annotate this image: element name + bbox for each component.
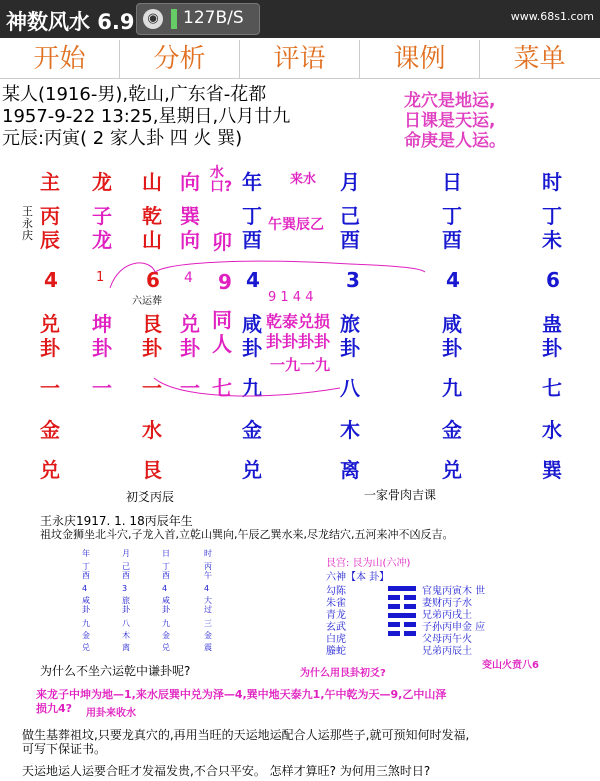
info-line-1: 某人(1916-男),乾山,广东省-花都 bbox=[2, 84, 267, 105]
gua-zhu: 兑卦 bbox=[40, 312, 60, 360]
num-yue: 3 bbox=[346, 268, 360, 292]
mini-h-nian: 年 bbox=[82, 549, 90, 558]
num-zhu: 4 bbox=[44, 268, 58, 292]
mini-r5-c3: 震 bbox=[204, 643, 212, 652]
slogan-3: 命庚是人运。 bbox=[404, 131, 506, 151]
num-long: 1 bbox=[96, 270, 105, 285]
menu-analyze-button[interactable]: 分析 bbox=[120, 40, 240, 78]
gz-shi: 丁未 bbox=[542, 204, 562, 252]
gz-laishui: 午巽辰乙 bbox=[268, 217, 324, 233]
speed-meter-icon: ◉ bbox=[143, 9, 163, 29]
header-zhu: 主 bbox=[40, 170, 60, 194]
header-ri: 日 bbox=[442, 170, 462, 194]
mini-r4-c3: 金 bbox=[204, 631, 212, 640]
gua-god-1: 朱雀 bbox=[326, 598, 346, 609]
mini-r0-c3: 丙午 bbox=[204, 562, 212, 580]
num-shan: 6 bbox=[146, 268, 160, 292]
num-shuikou: 9 bbox=[218, 270, 232, 294]
yi-jiu-label: 一九一九 bbox=[270, 356, 331, 374]
yun-zhu: 一 bbox=[40, 376, 60, 400]
info-line-3: 元辰:丙寅( 2 家人卦 四 火 巽) bbox=[2, 128, 243, 149]
gz-long: 子龙 bbox=[92, 204, 112, 252]
note-chuyao: 初爻丙辰 bbox=[126, 490, 175, 504]
mini-r1-c3: 4 bbox=[204, 584, 210, 593]
menu-examples-button[interactable]: 课例 bbox=[360, 40, 480, 78]
mini-r1-c1: 3 bbox=[122, 584, 128, 593]
gua-tongren: 同人 bbox=[212, 308, 232, 356]
gua-xiang: 兑卦 bbox=[180, 312, 200, 360]
wx-nian: 金 bbox=[242, 418, 262, 442]
gua2-shi: 巽 bbox=[542, 458, 562, 482]
mini-r3-c2: 九 bbox=[162, 619, 170, 628]
mini-r1-c2: 4 bbox=[162, 584, 168, 593]
yun-tongren: 七 bbox=[212, 376, 232, 400]
gz-zhu: 丙辰 bbox=[40, 204, 60, 252]
wx-shi: 水 bbox=[542, 418, 562, 442]
gua-nian: 咸卦 bbox=[242, 312, 262, 360]
mini-h-shi: 时 bbox=[204, 549, 212, 558]
gua-long: 坤卦 bbox=[92, 312, 112, 360]
network-speed-indicator bbox=[136, 3, 260, 35]
mini-h-yue: 月 bbox=[122, 549, 130, 558]
mini-r4-c1: 木 bbox=[122, 631, 130, 640]
wx-zhu: 金 bbox=[40, 418, 60, 442]
gua-shan: 艮卦 bbox=[142, 312, 162, 360]
gua-god-0: 勾陈 bbox=[326, 586, 346, 597]
watermark: www.68s1.com bbox=[510, 10, 594, 23]
gua2-nian: 兑 bbox=[242, 458, 262, 482]
speed-text: 127B/S bbox=[183, 8, 244, 28]
wx-ri: 金 bbox=[442, 418, 462, 442]
header-long: 龙 bbox=[92, 170, 112, 194]
gua-god-3: 玄武 bbox=[326, 622, 346, 633]
gua-line-5: 兄弟丙辰土 bbox=[422, 646, 472, 657]
mini-r2-c1: 旅卦 bbox=[122, 596, 130, 614]
header-shuikou: 水口? bbox=[210, 165, 233, 195]
wx-yue: 木 bbox=[340, 418, 360, 442]
num-xiang: 4 bbox=[184, 270, 193, 286]
gua2-shan: 艮 bbox=[142, 458, 162, 482]
gua2-ri: 兑 bbox=[442, 458, 462, 482]
gua-yue: 旅卦 bbox=[340, 312, 360, 360]
gua-line-3: 子孙丙申金 应 bbox=[422, 622, 486, 633]
signal-bar-icon bbox=[171, 9, 177, 29]
mini-r1-c0: 4 bbox=[82, 584, 88, 593]
mini-r5-c2: 兑 bbox=[162, 643, 170, 652]
app-title: 神数风水 6.9 bbox=[6, 10, 135, 34]
mini-r3-c1: 八 bbox=[122, 619, 130, 628]
mini-r5-c0: 兑 bbox=[82, 643, 90, 652]
slogan-1: 龙穴是地运, bbox=[404, 91, 496, 111]
gua-ri: 咸卦 bbox=[442, 312, 462, 360]
gua2-zhu: 兑 bbox=[40, 458, 60, 482]
gz-mao: 卯 bbox=[212, 230, 232, 254]
header-xiang: 向 bbox=[180, 170, 200, 194]
gua-line-1: 妻财丙子水 bbox=[422, 598, 472, 609]
gua-god-2: 青龙 bbox=[326, 610, 346, 621]
gua-panel-subtitle: 六神【本 卦】 bbox=[326, 572, 390, 583]
gua-god-5: 螣蛇 bbox=[326, 646, 346, 657]
wx-shan: 水 bbox=[142, 418, 162, 442]
mini-r2-c2: 咸卦 bbox=[162, 596, 170, 614]
gua-line-0: 官鬼丙寅木 世 bbox=[422, 586, 486, 597]
note-why-qian: 为什么不坐六运乾中谦卦呢? bbox=[40, 664, 191, 678]
final-line: 天运地运人运要合旺才发福发贵,不合只平安。 怎样才算旺? 为何用三煞时日? bbox=[22, 764, 431, 778]
gua-panel-title: 艮宫: 艮为山(六冲) bbox=[326, 558, 411, 569]
header-yue: 月 bbox=[340, 170, 360, 194]
mini-h-ri: 日 bbox=[162, 549, 170, 558]
liuyun-label: 六运葬 bbox=[132, 296, 162, 307]
gz-ri: 丁酉 bbox=[442, 204, 462, 252]
mini-r3-c3: 三 bbox=[204, 619, 212, 628]
mini-r3-c0: 九 bbox=[82, 619, 90, 628]
annotation-curve-line bbox=[150, 366, 350, 402]
note-long-1: 来龙子中坤为地—1,来水辰巽中兑为泽—4,巽中地天泰九1,午中乾为天—9,乙中山泽 bbox=[36, 688, 447, 701]
menu-bar bbox=[0, 40, 600, 79]
side-name: 王永庆 bbox=[22, 205, 33, 242]
note-jiake: 一家骨肉吉课 bbox=[364, 488, 437, 502]
gua2-yue: 离 bbox=[340, 458, 360, 482]
yun-nian: 九 bbox=[242, 376, 262, 400]
yun-ri: 九 bbox=[442, 376, 462, 400]
header-shan: 山 bbox=[142, 170, 162, 194]
mini-r4-c0: 金 bbox=[82, 631, 90, 640]
para2-line-2: 可写下保证书。 bbox=[22, 742, 107, 756]
mini-r0-c1: 己酉 bbox=[122, 562, 130, 580]
mini-r5-c1: 离 bbox=[122, 643, 130, 652]
header-shi: 时 bbox=[542, 170, 562, 194]
note-long-2: 损九4? bbox=[36, 702, 73, 715]
small-numbers: 9 1 4 4 bbox=[268, 290, 314, 305]
yun-shi: 七 bbox=[542, 376, 562, 400]
mini-r2-c3: 大过 bbox=[204, 596, 212, 614]
header-nian: 年 bbox=[242, 170, 262, 194]
num-nian: 4 bbox=[246, 268, 260, 292]
mini-r2-c0: 咸卦 bbox=[82, 596, 90, 614]
para-line-2: 祖坟金狮坐北斗穴,子龙入首,立乾山巽向,午辰乙巽水来,尽龙结穴,五河来冲不凶反吉。 bbox=[40, 528, 454, 541]
yun-shan: 一 bbox=[142, 376, 162, 400]
note-why-gen: 为什么用艮卦初爻? bbox=[300, 668, 386, 679]
hexagram-icon bbox=[388, 586, 416, 636]
info-line-2: 1957-9-22 13:25,星期日,八月廿九 bbox=[2, 106, 291, 127]
mini-r4-c2: 金 bbox=[162, 631, 170, 640]
gua-shi: 蛊卦 bbox=[542, 312, 562, 360]
yun-xiang: 一 bbox=[180, 376, 200, 400]
yun-yue: 八 bbox=[340, 376, 360, 400]
gz-yue: 己酉 bbox=[340, 204, 360, 252]
gz-nian: 丁酉 bbox=[242, 204, 262, 252]
note-long-3: 用卦来收水 bbox=[86, 708, 136, 719]
gua-god-4: 白虎 bbox=[326, 634, 346, 645]
status-bar bbox=[0, 0, 600, 38]
menu-comment-button[interactable]: 评语 bbox=[240, 40, 360, 78]
gz-shan: 乾山 bbox=[142, 204, 162, 252]
gz-xiang: 巽向 bbox=[180, 204, 200, 252]
note-gen-change: 变山火贲八6 bbox=[482, 660, 539, 671]
gua-line-4: 父母丙午火 bbox=[422, 634, 472, 645]
slogan-2: 日课是天运, bbox=[404, 111, 496, 131]
annotation-loop-line bbox=[100, 258, 430, 298]
gua-laishui: 乾泰兑损卦卦卦卦 bbox=[266, 312, 331, 351]
yun-long: 一 bbox=[92, 376, 112, 400]
num-ri: 4 bbox=[446, 268, 460, 292]
mini-r0-c0: 丁酉 bbox=[82, 562, 90, 580]
para-line-1: 王永庆1917. 1. 18丙辰年生 bbox=[40, 514, 193, 528]
header-laishui: 来水 bbox=[290, 172, 317, 187]
menu-menu-button[interactable]: 菜单 bbox=[513, 44, 566, 74]
para2-line-1: 做生基葬祖坟,只要龙真穴的,再用当旺的天运地运配合人运那些子,就可预知何时发福, bbox=[22, 728, 470, 742]
num-shi: 6 bbox=[546, 268, 560, 292]
menu-start-button[interactable]: 开始 bbox=[0, 40, 120, 78]
mini-r0-c2: 丁酉 bbox=[162, 562, 170, 580]
gua-line-2: 兄弟丙戌土 bbox=[422, 610, 472, 621]
